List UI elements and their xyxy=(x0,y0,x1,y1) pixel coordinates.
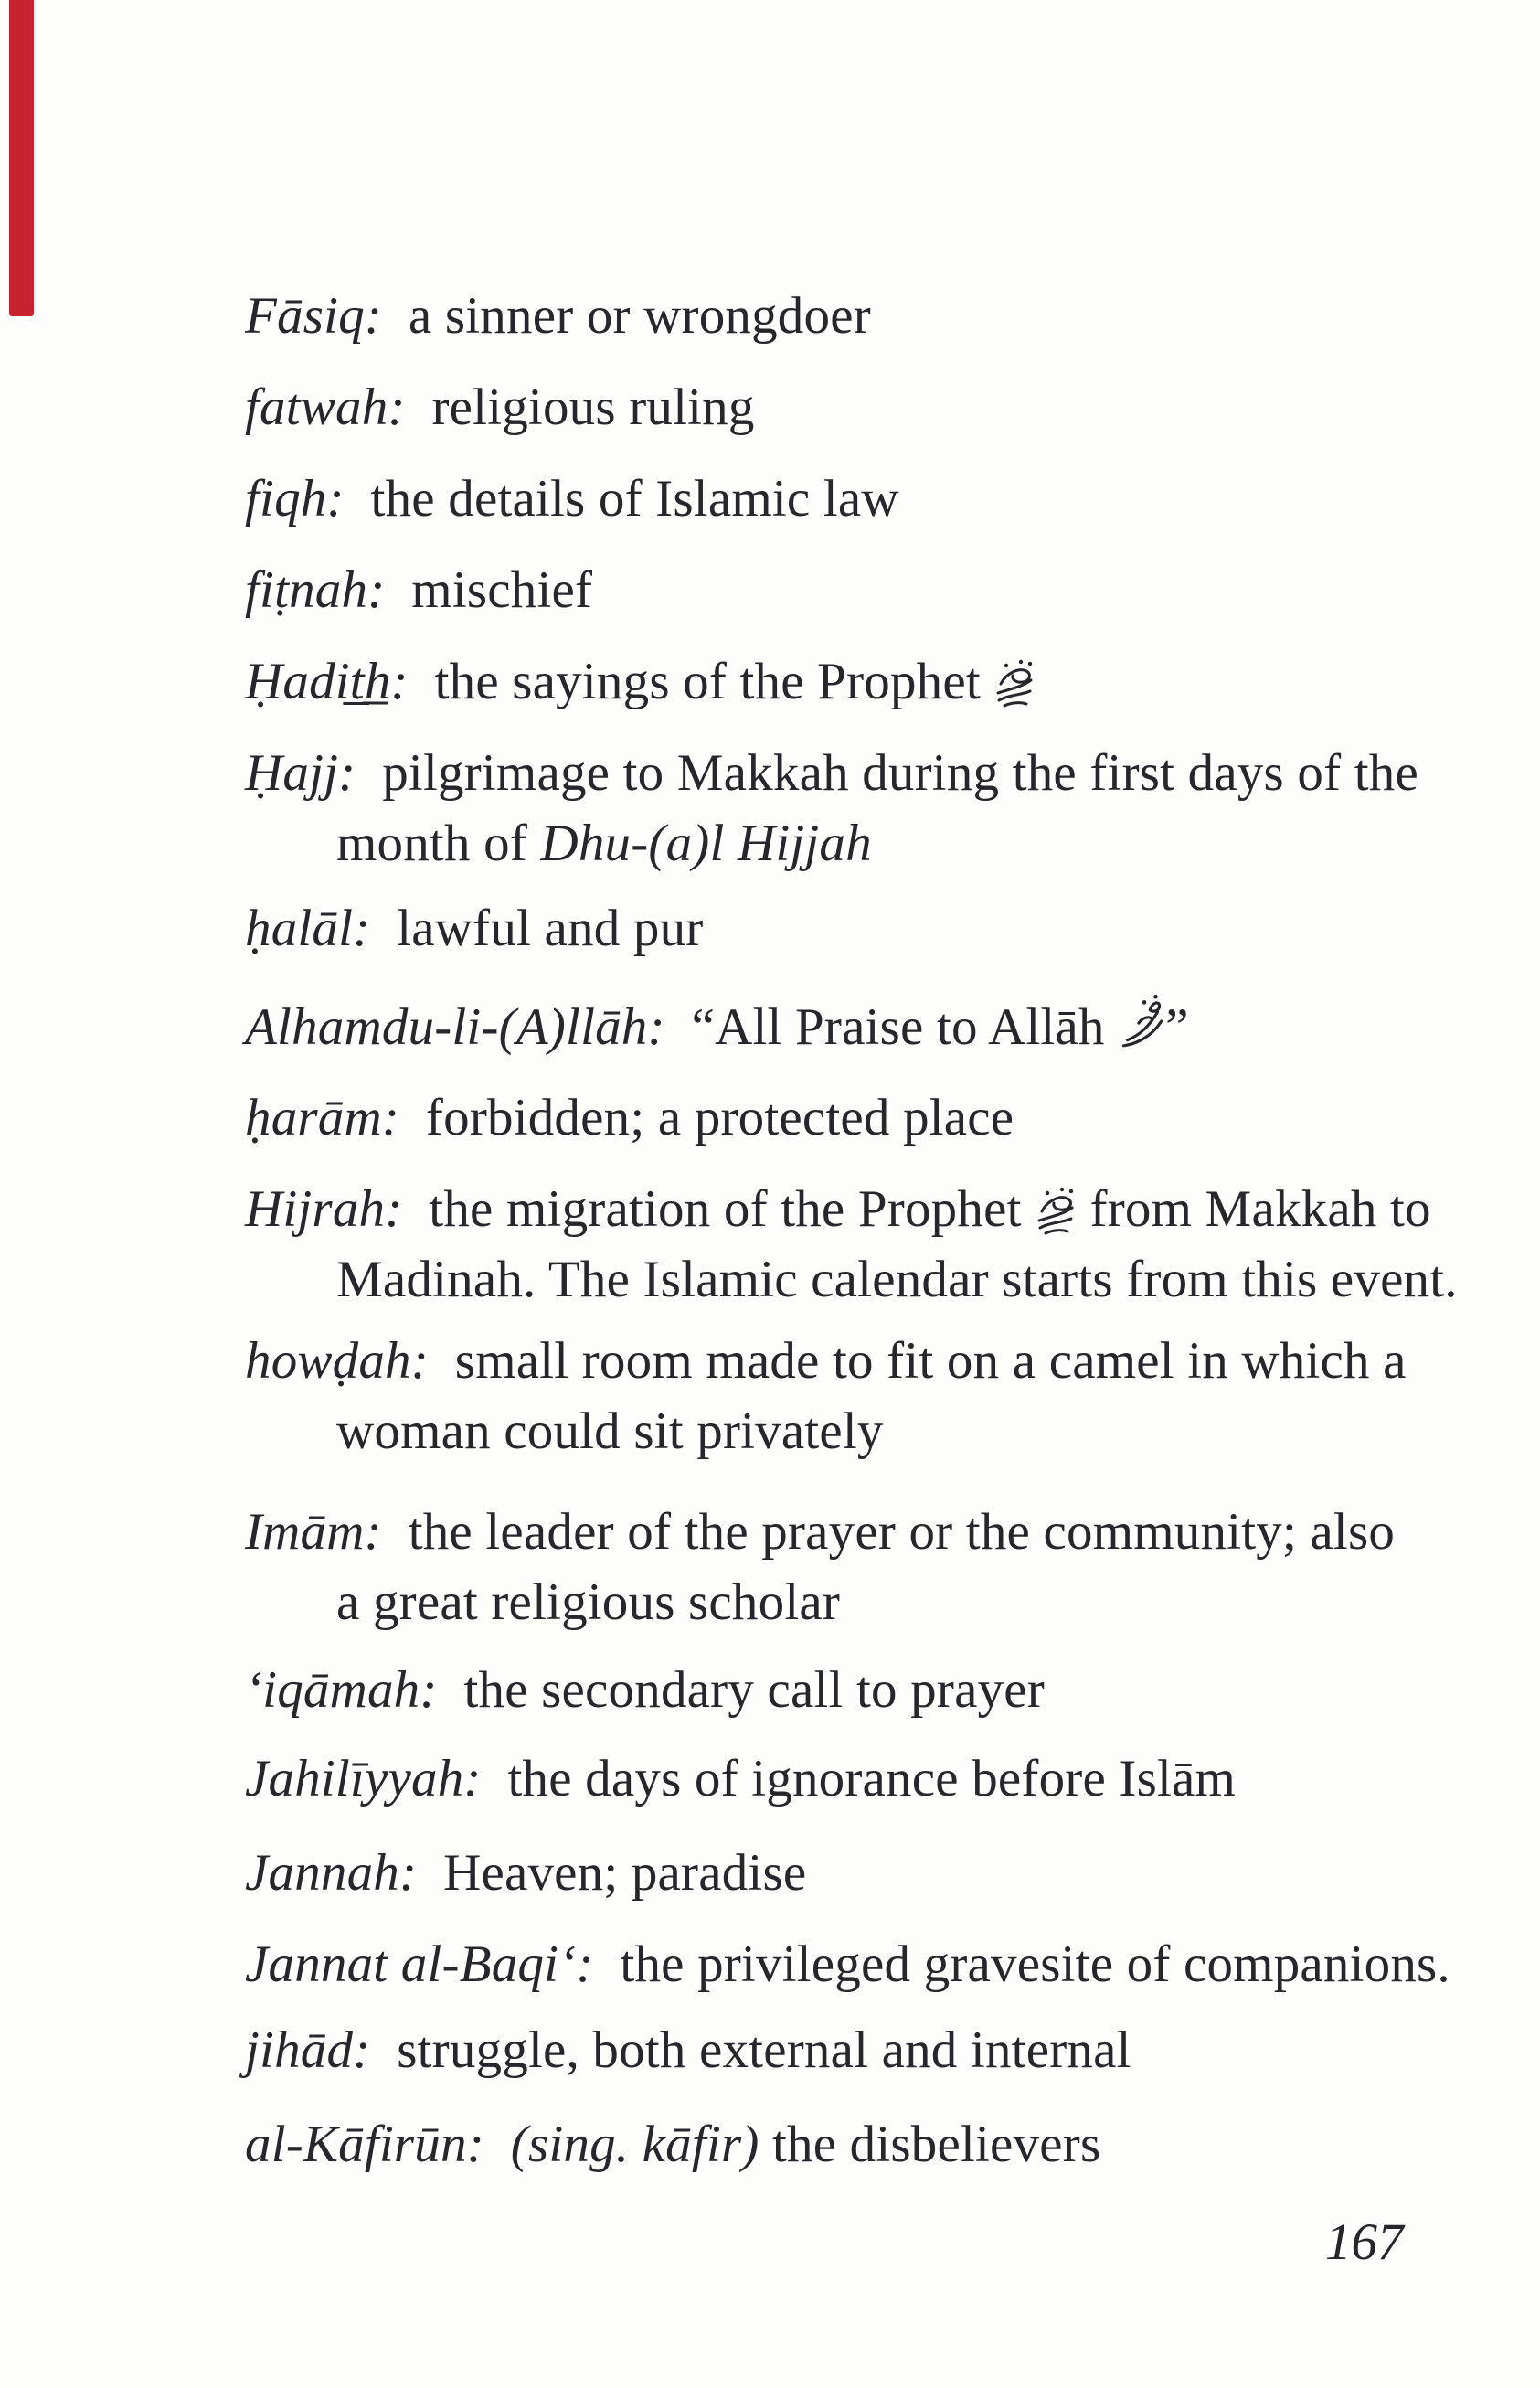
glossary-entry xyxy=(245,646,1036,717)
definition-text: a great religious scholar xyxy=(336,1573,841,1631)
definition-text: Madinah. The Islamic calendar starts from this event. xyxy=(336,1251,1458,1308)
glossary-entry xyxy=(245,281,871,351)
definition-text: the leader of the prayer or the community; also xyxy=(381,1503,1396,1561)
glossary-entry xyxy=(245,2015,1131,2085)
entry-line xyxy=(245,1082,1014,1153)
term-text: fiqh: xyxy=(245,470,345,528)
glossary-entry xyxy=(245,1655,1045,1725)
definition-text: struggle, both external and internal xyxy=(370,2021,1131,2079)
term-text: Hijrah: xyxy=(245,1180,403,1238)
definition-text: a sinner or wrongdoer xyxy=(382,287,871,345)
entry-line xyxy=(245,1174,1458,1244)
entry-line xyxy=(245,555,592,625)
glossary-entry xyxy=(245,372,755,442)
prophet-honorific-icon xyxy=(1035,1184,1077,1237)
term-text: fatwah: xyxy=(245,378,406,436)
definition-text: small room made to fit on a camel in which a xyxy=(428,1332,1407,1390)
glossary-entry xyxy=(245,1326,1407,1466)
entry-line xyxy=(245,281,871,351)
term-text: Ḥadit̲h̲: xyxy=(245,653,409,710)
page-number: 167 xyxy=(1325,2213,1404,2271)
definition-text: mischief xyxy=(385,561,593,619)
term-text: howḍah: xyxy=(245,1332,429,1390)
term-text: al-Kāfirūn: xyxy=(245,2116,484,2173)
definition-text: forbidden; a protected place xyxy=(399,1089,1014,1146)
definition-text: the sayings of the Prophet xyxy=(408,653,994,710)
term-text: ḥalāl: xyxy=(245,900,371,957)
definition-text: ” xyxy=(1165,998,1189,1056)
definition-text: religious ruling xyxy=(405,378,755,436)
entry-line xyxy=(245,646,1036,717)
definition-text: the migration of the Prophet xyxy=(402,1180,1036,1238)
definition-text: the details of Islamic law xyxy=(344,470,899,528)
term-text: Fāsiq: xyxy=(245,287,383,345)
definition-continuation-line xyxy=(245,1396,1407,1466)
glossary-entry xyxy=(245,1082,1014,1153)
entry-line xyxy=(245,893,703,964)
definition-text: Heaven; paradise xyxy=(417,1844,807,1902)
term-text: Alhamdu-li-(A)llāh: xyxy=(245,998,665,1056)
definition-text xyxy=(484,2116,511,2173)
term-text: Jannah: xyxy=(245,1844,418,1902)
entry-line xyxy=(245,1929,1450,1999)
glossary-entry xyxy=(245,893,703,964)
term-text: Dhu-(a)l Hijjah xyxy=(540,815,872,872)
entry-line xyxy=(245,2015,1131,2085)
term-text: Jahilīyyah: xyxy=(245,1750,482,1807)
entry-line xyxy=(245,1743,1236,1814)
entry-line xyxy=(245,1326,1407,1396)
definition-text: from Makkah to xyxy=(1077,1180,1431,1238)
glossary-entry xyxy=(245,1497,1395,1637)
glossary-entry xyxy=(245,1838,806,1908)
definition-text: the disbelievers xyxy=(759,2116,1101,2173)
definition-continuation-line xyxy=(245,1244,1458,1315)
entry-line xyxy=(245,1655,1045,1725)
glossary-entry xyxy=(245,1174,1458,1315)
entry-line xyxy=(245,1838,806,1908)
entry-line xyxy=(245,2109,1100,2180)
glossary-entry xyxy=(245,991,1189,1062)
entry-line xyxy=(245,372,755,442)
entry-line xyxy=(245,1497,1395,1567)
definition-text: “All Praise to Allāh xyxy=(664,998,1119,1056)
term-text: fiṭnah: xyxy=(245,561,386,619)
term-text: jihād: xyxy=(245,2021,371,2079)
definition-text: woman could sit privately xyxy=(336,1402,884,1460)
glossary-entry xyxy=(245,738,1418,879)
definition-continuation-line xyxy=(245,808,1418,879)
entry-line xyxy=(245,991,1189,1062)
glossary-entry xyxy=(245,464,899,534)
definition-continuation-line xyxy=(245,1567,1395,1637)
term-text: Ḥajj: xyxy=(245,744,356,802)
term-text: ‘iqāmah: xyxy=(245,1661,438,1719)
allah-honorific-icon xyxy=(1118,991,1165,1050)
glossary-entry xyxy=(245,2109,1100,2180)
entry-line xyxy=(245,738,1418,808)
definition-text: month of xyxy=(336,815,541,872)
term-text: Imām: xyxy=(245,1503,382,1561)
definition-text: lawful and pur xyxy=(370,900,704,957)
term-text: ḥarām: xyxy=(245,1089,400,1146)
glossary-entry xyxy=(245,1929,1450,1999)
term-text: (sing. kāfir) xyxy=(510,2116,759,2173)
definition-text: pilgrimage to Makkah during the first days of the xyxy=(356,744,1418,802)
prophet-honorific-icon xyxy=(993,656,1036,709)
definition-text: the days of ignorance before Islām xyxy=(481,1750,1237,1807)
definition-text: the secondary call to prayer xyxy=(437,1661,1045,1719)
entry-line xyxy=(245,464,899,534)
glossary-entry xyxy=(245,1743,1236,1814)
definition-text: the privileged gravesite of companions. xyxy=(593,1935,1450,1993)
glossary-entry xyxy=(245,555,592,625)
term-text: Jannat al-Baqi‘: xyxy=(245,1935,594,1993)
